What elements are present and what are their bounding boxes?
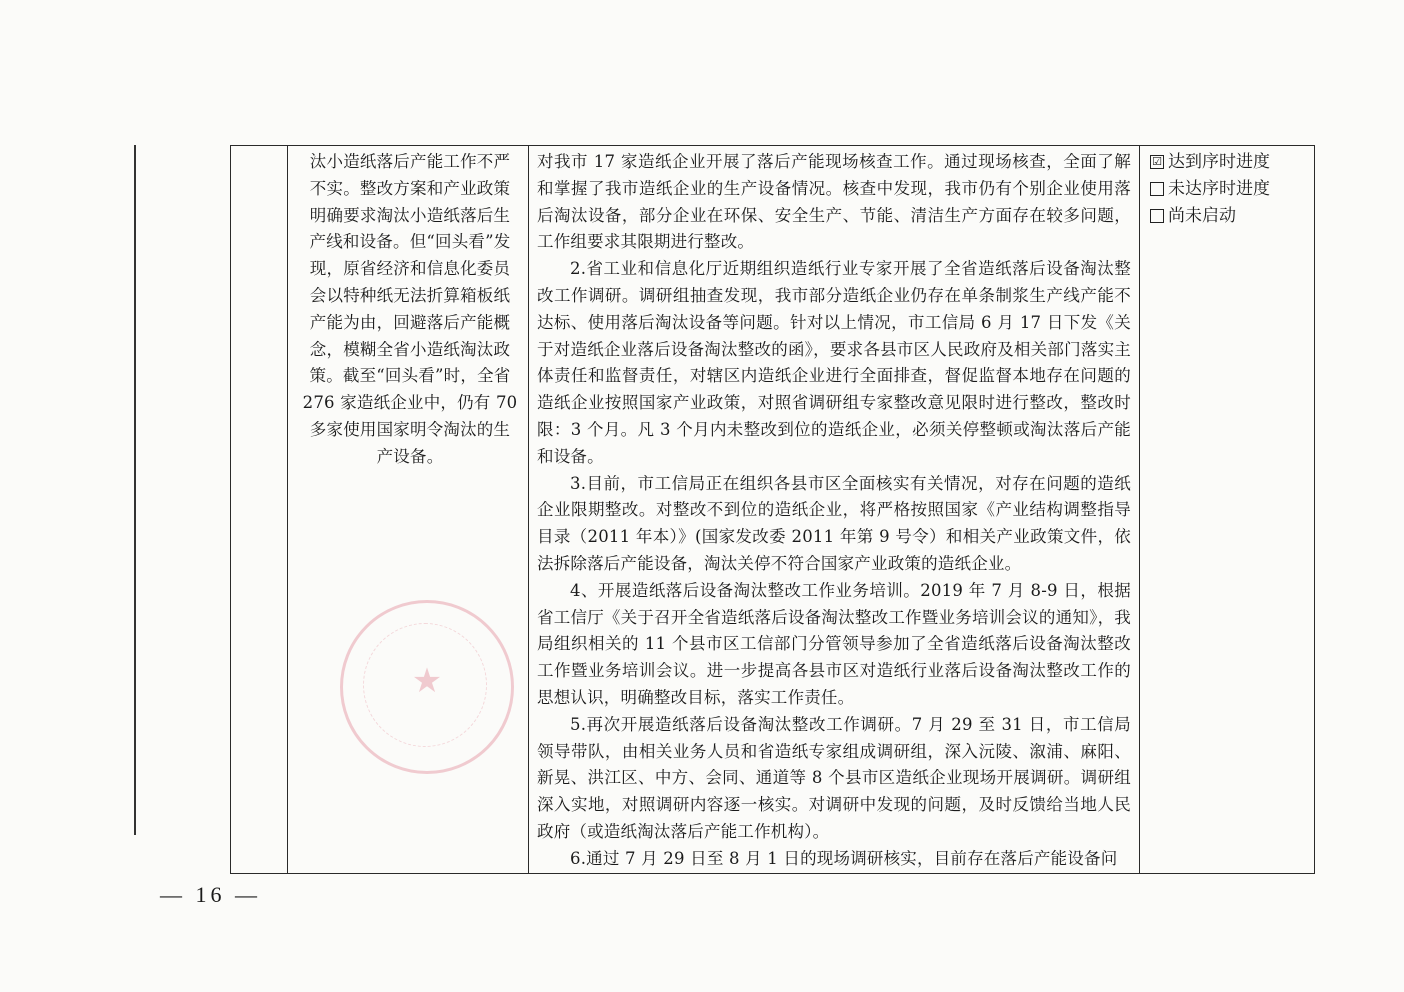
problem-text: 汰小造纸落后产能工作不严不实。整改方案和产业政策明确要求淘汰小造纸落后生产线和设备。但“回头看”发现，原省经济和信息化委员会以特种纸无法折算箱板纸产能为由，回避落后产能概念，模糊全省小造纸淘汰政策。截至“回头看”时，全省 276 家造纸企业中，仍有 70 多家使用国家明令淘汰的生产设备。 — [302, 152, 518, 466]
page-number: — 16 — — [160, 882, 261, 907]
checked-box-icon: ☑ — [1150, 155, 1164, 169]
status-option-behind-schedule — [1150, 176, 1314, 203]
seal-star-icon: ★ — [411, 661, 443, 701]
measure-paragraph-1: 对我市 17 家造纸企业开展了落后产能现场核查工作。通过现场核查，全面了解和掌握了我市造纸企业的生产设备情况。核查中发现，我市仍有个别企业使用落后淘汰设备，部分企业在环保、安全生产、节能、清洁生产方面存在较多问题，工作组要求其限期进行整改。 — [537, 152, 1131, 252]
status-cell — [1140, 146, 1315, 874]
measures-text — [529, 146, 1139, 873]
unchecked-box-icon — [1150, 182, 1164, 196]
status-option-on-schedule — [1150, 149, 1314, 176]
status-option-not-started — [1150, 203, 1314, 230]
status-options — [1140, 146, 1314, 229]
measures-cell — [529, 146, 1140, 874]
measure-paragraph-2: 2.省工业和信息化厅近期组织造纸行业专家开展了全省造纸落后设备淘汰整改工作调研。调研组抽查发现，我市部分造纸企业仍存在单条制浆生产线产能不达标、使用落后淘汰设备等问题。针对以上情况，市工信局 6 月 17 日下发《关于对造纸企业落后设备淘汰整改的函》，要求各县市区人民政府及相关部门落实主体责任和监督责任，对辖区内造纸企业进行全面排查，督促监督本地存在问题的造纸企业按照国家产业政策，对照省调研组专家整改意见限时进行整改，整改时限：3 个月。凡 3 个月内未整改到位的造纸企业，必须关停整顿或淘汰落后产能和设备。 — [537, 259, 1131, 466]
status-label: 达到序时进度 — [1168, 152, 1270, 172]
measure-paragraph-4: 4、开展造纸落后设备淘汰整改工作业务培训。2019 年 7 月 8-9 日，根据省工信厅《关于召开全省造纸落后设备淘汰整改工作暨业务培训会议的通知》，我局组织相关的 11 个县市区工信部门分管领导参加了全省造纸落后设备淘汰整改工作暨业务培训会议。进一步提高各县市区对造纸行业落后设备淘汰整改工作的思想认识，明确整改目标，落实工作责任。 — [537, 580, 1131, 707]
status-label: 尚未启动 — [1168, 205, 1236, 226]
binding-line — [134, 145, 136, 835]
index-cell — [231, 146, 288, 874]
measure-paragraph-6: 6.通过 7 月 29 日至 8 月 1 日的现场调研核实，目前存在落后产能设备问 — [570, 848, 1118, 868]
unchecked-box-icon — [1150, 209, 1164, 223]
status-label: 未达序时进度 — [1168, 178, 1270, 199]
official-seal-icon — [340, 600, 514, 774]
measure-paragraph-5: 5.再次开展造纸落后设备淘汰整改工作调研。7 月 29 至 31 日，市工信局领导带队，由相关业务人员和省造纸专家组成调研组，深入沅陵、溆浦、麻阳、新晃、洪江区、中方、会同、通道等 8 个县市区造纸企业现场开展调研。调研组深入实地，对照调研内容逐一核实。对调研中发现的问题，及时反馈给当地人民政府（或造纸淘汰落后产能工作机构）。 — [537, 714, 1131, 841]
measure-paragraph-3: 3.目前，市工信局正在组织各县市区全面核实有关情况，对存在问题的造纸企业限期整改。对整改不到位的造纸企业，将严格按照国家《产业结构调整指导目录（2011 年本）》(国家发改委 2011 年第 9 号令）和相关产业政策文件，依法拆除落后产能设备，淘汰关停不符合国家产业政策的造纸企业。 — [537, 473, 1131, 573]
